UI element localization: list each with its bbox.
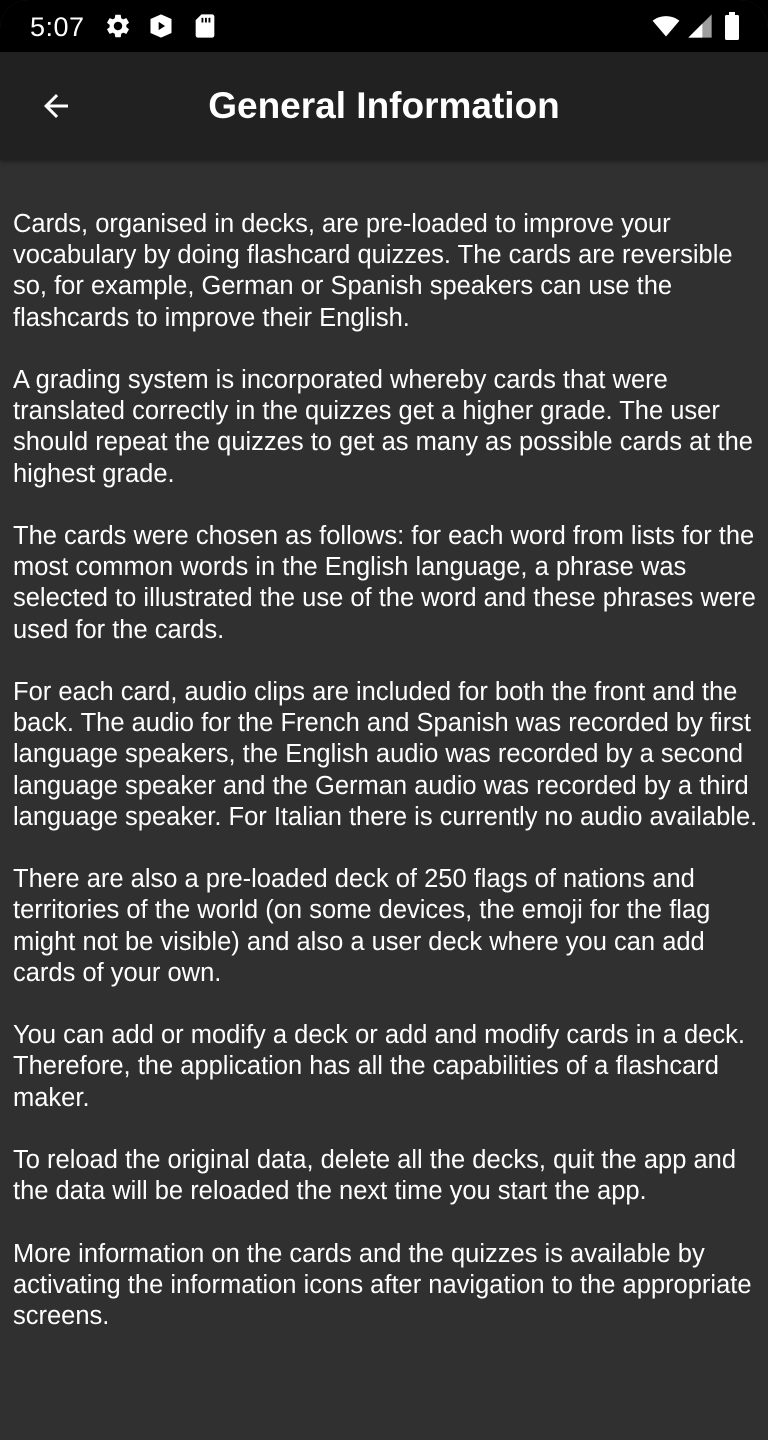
arrow-left-icon [38,88,74,124]
gear-icon [104,12,132,40]
info-paragraph-8: More information on the cards and the quizzes is available by activating the information icons after navigation to the appropriate screens. [13,1239,752,1330]
info-paragraph-3: The cards were chosen as follows: for each word from lists for the most common words in the English language, a phrase was selected to illustrated the use of the word and these phrases were used for the cards. [13,522,756,644]
signal-icon [686,12,714,40]
shield-icon [147,12,175,40]
info-content [13,209,758,1363]
info-paragraph-2: A grading system is incorporated whereby cards that were translated correctly in the quizzes get a higher grade. The user should repeat the quizzes to get as many as possible cards at the highest grade. [13,366,753,488]
wifi-icon [650,12,682,40]
info-paragraph-6: You can add or modify a deck or add and modify cards in a deck. Therefore, the application has all the capabilities of a flashcard maker. [13,1021,745,1112]
battery-icon [720,12,744,40]
info-paragraph-7: To reload the original data, delete all the decks, quit the app and the data will be reloaded the next time you start the app. [13,1146,737,1206]
status-bar [0,0,768,52]
info-paragraph-5: There are also a pre-loaded deck of 250 flags of nations and territories of the world (on some devices, the emoji for the flag might not be visible) and also a user deck where you can add cards of your own. [13,865,711,987]
page-title: General Information [208,85,560,126]
info-paragraph-1: Cards, organised in decks, are pre-loaded to improve your vocabulary by doing flashcard quizzes. The cards are reversible so, for example, German or Spanish speakers can use the flashcards to improve their English. [13,210,733,332]
info-paragraph-4: For each card, audio clips are included for both the front and the back. The audio for the French and Spanish was recorded by first language speakers, the English audio was recorded by a second language speaker and the German audio was recorded by a third language speaker. For Italian there is currently no audio available. [13,678,758,831]
app-bar [0,52,768,160]
back-button[interactable] [24,74,88,138]
status-time: 5:07 [30,12,85,42]
sd-card-icon [191,12,219,40]
